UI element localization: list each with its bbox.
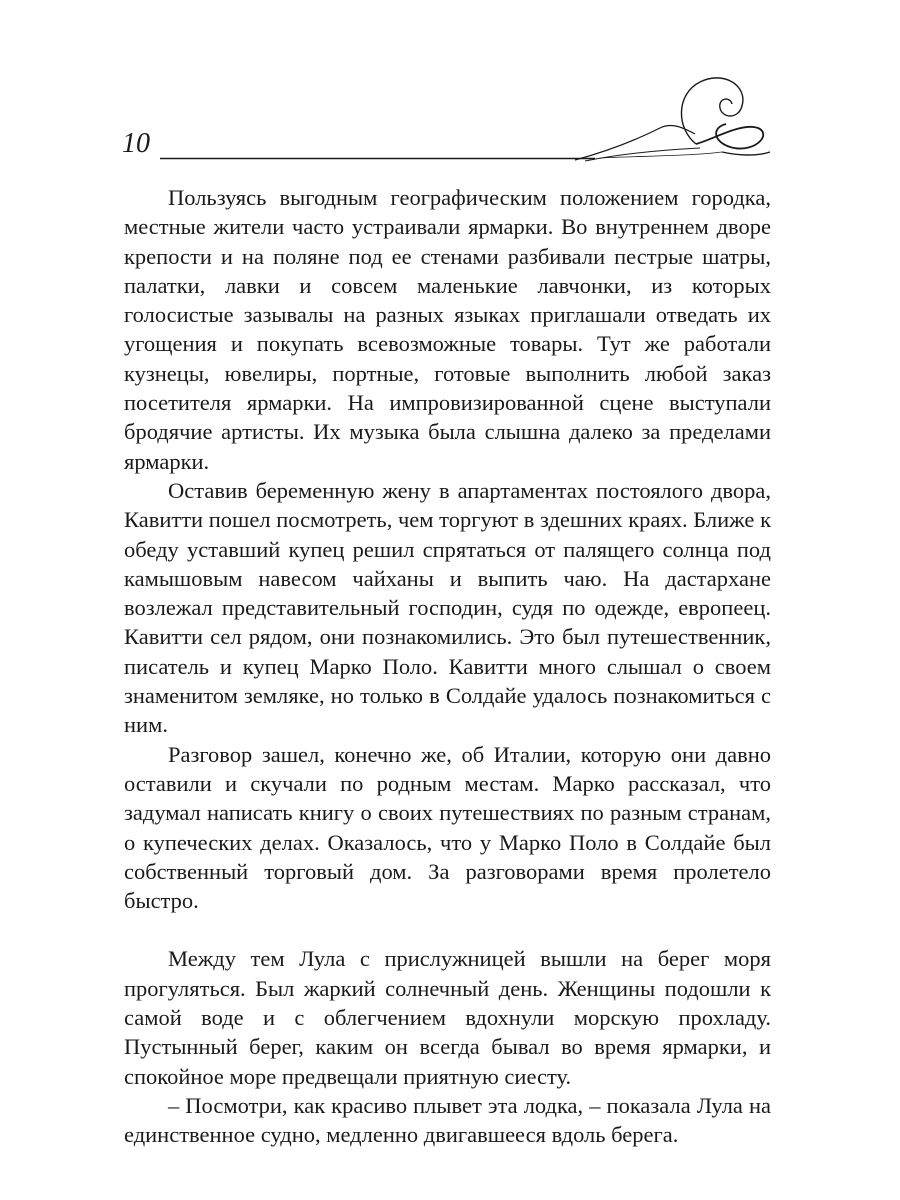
page-number: 10 (122, 128, 150, 159)
header-flourish-ornament (0, 0, 900, 180)
paragraph: Разговор зашел, конечно же, об Италии, которую они давно оставили и скучали по родным местам. Марко рассказал, что задумал написать книгу о своих путешествиях по разным странам, о купеческих делах. Оказалось, что у Марко Поло в Солдайе был собственный торговый дом. За разговорами время пролетело быстро. (124, 741, 771, 914)
page-header (0, 0, 900, 180)
paragraph: Пользуясь выгодным географическим положением городка, местные жители часто устраивали ярмарки. Во внутреннем дворе крепости и на поляне под ее стенами разбивали пестрые шатры, палатки, лавки и совсем маленькие лавчонки, из которых голосистые зазывалы на разных языках приглашали отведать их угощения и покупать всевозможные товары. Тут же работали кузнецы, ювелиры, портные, готовые выполнить любой заказ посетителя ярмарки. На импровизированной сцене выступали бродячие артисты. Их музыка была слышна далеко за пределами ярмарки. (124, 185, 771, 474)
text-body (124, 183, 771, 1150)
paragraph: Оставив беременную жену в апартаментах постоялого двора, Кавитти пошел посмотреть, чем торгуют в здешних краях. Ближе к обеду уставший купец решил спрятаться от палящего солнца под камышовым навесом чайханы и выпить чаю. На дастархане возлежал представительный господин, судя по одежде, европеец. Кавитти сел рядом, они познакомились. Это был путешественник, писатель и купец Марко Поло. Кавитти много слышал о своем знаменитом земляке, но только в Солдайе удалось познакомиться с ним. (124, 477, 771, 738)
dialogue-paragraph: – Посмотри, как красиво плывет эта лодка, – показала Лула на единственное судно, медленно двигавшееся вдоль берега. (124, 1092, 771, 1148)
paragraph: Между тем Лула с прислужницей вышли на берег моря прогуляться. Был жаркий солнечный день. Женщины подошли к самой воде и с облегчением вдохнули морскую прохладу. Пустынный берег, каким он всегда бывал во время ярмарки, и спокойное море предвещали приятную сиесту. (124, 946, 771, 1089)
